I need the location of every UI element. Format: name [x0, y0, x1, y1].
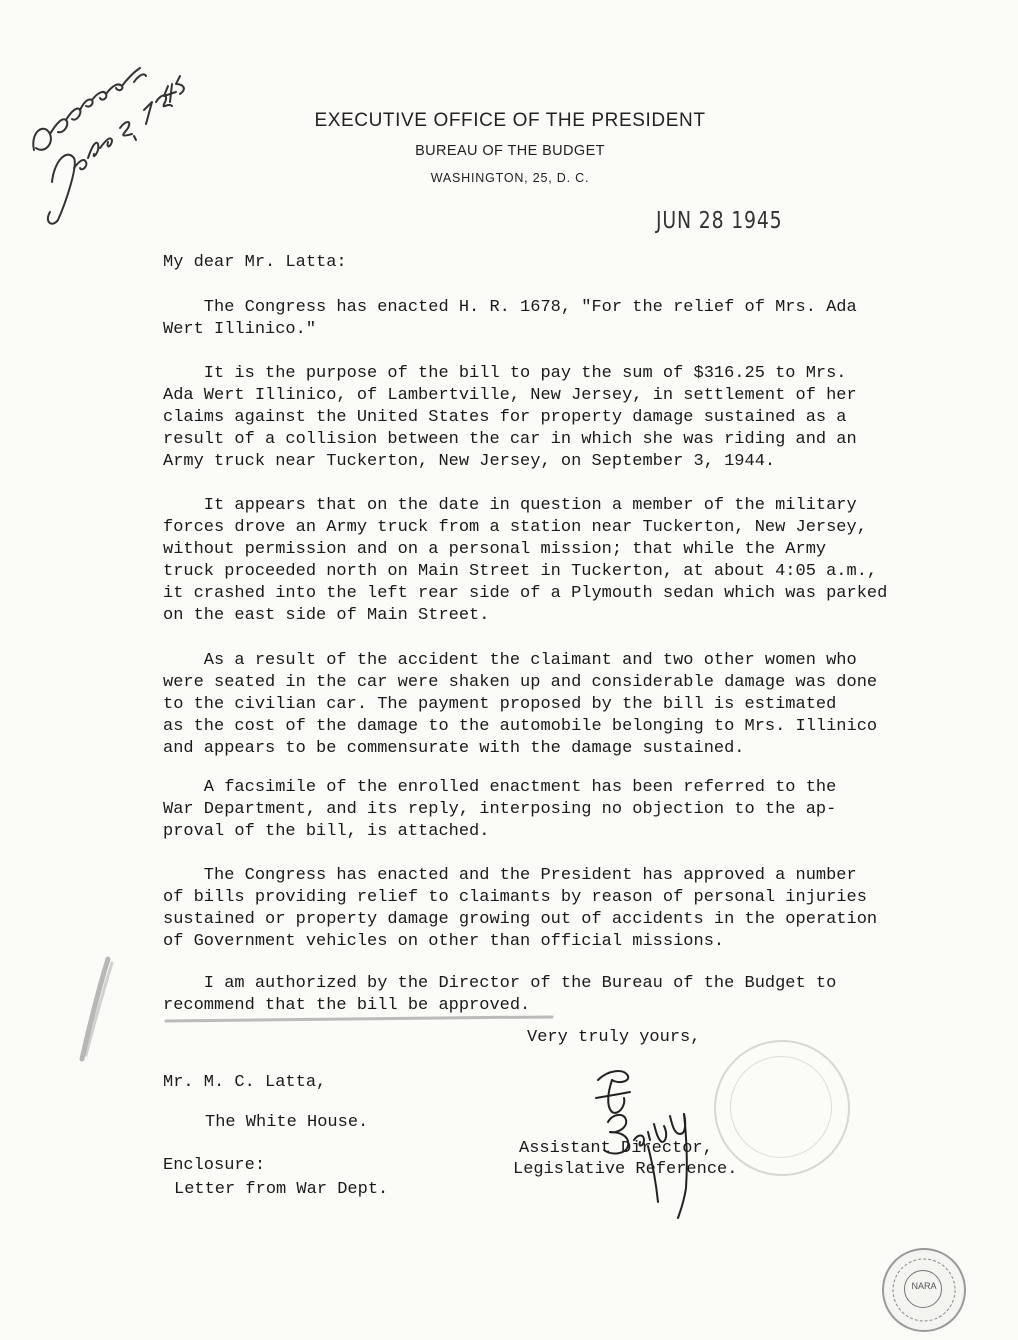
paragraph-line: Army truck near Tuckerton, New Jersey, on September 3, 1944.: [163, 452, 776, 471]
paragraph-line: recommend that the bill be approved.: [163, 996, 531, 1015]
paragraph-line: it crashed into the left rear side of a Plymouth sedan which was parked: [163, 584, 888, 603]
paragraph-line: War Department, and its reply, interposing no objection to the ap-: [163, 800, 837, 819]
paragraph-line: The Congress has enacted H. R. 1678, "For the relief of Mrs. Ada: [163, 298, 857, 317]
paragraph-line: A facsimile of the enrolled enactment has been referred to the: [163, 778, 837, 797]
paragraph-line: truck proceeded north on Main Street in Tuckerton, at about 4:05 a.m.,: [163, 562, 878, 581]
paragraph-line: forces drove an Army truck from a station near Tuckerton, New Jersey,: [163, 518, 867, 537]
paragraph-2: [163, 363, 933, 473]
paragraph-line: As a result of the accident the claimant and two other women who: [163, 651, 857, 670]
paragraph-line: I am authorized by the Director of the Bureau of the Budget to: [163, 974, 837, 993]
paragraph-line: proval of the bill, is attached.: [163, 822, 490, 841]
paragraph-line: were seated in the car were shaken up and considerable damage was done: [163, 673, 878, 692]
date-stamp: JUN 28 1945: [656, 208, 783, 234]
stamp-label: NARA: [911, 1281, 937, 1291]
paragraph-line: without permission and on a personal mission; that while the Army: [163, 540, 827, 559]
enclosure-item: Letter from War Dept.: [174, 1180, 389, 1199]
paragraph-1: [163, 297, 933, 341]
letterhead-bureau: BUREAU OF THE BUDGET: [415, 143, 605, 159]
paragraph-line: It is the purpose of the bill to pay the sum of $316.25 to Mrs.: [163, 364, 847, 383]
paragraph-line: of bills providing relief to claimants by reason of personal injuries: [163, 888, 867, 907]
addressee-name: Mr. M. C. Latta,: [163, 1073, 327, 1092]
paragraph-5: [163, 777, 933, 843]
paragraph-7: [163, 973, 933, 1017]
letterhead-office: EXECUTIVE OFFICE OF THE PRESIDENT: [314, 110, 706, 131]
enclosure-label: Enclosure:: [163, 1156, 266, 1175]
pencil-line-drawing: [162, 1013, 557, 1025]
handwritten-approval-note: [22, 62, 192, 232]
paragraph-line: to the civilian car. The payment proposed by the bill is estimated: [163, 695, 837, 714]
paragraph-line: Wert Illinico.": [163, 320, 317, 339]
letterhead-address: WASHINGTON, 25, D. C.: [430, 171, 590, 185]
salutation: My dear Mr. Latta:: [163, 253, 347, 272]
paragraph-line: of Government vehicles on other than official missions.: [163, 932, 725, 951]
paragraph-line: on the east side of Main Street.: [163, 606, 490, 625]
paragraph-line: Ada Wert Illinico, of Lambertville, New Jersey, in settlement of her: [163, 386, 857, 405]
pencil-underline: [162, 1012, 557, 1024]
paragraph-line: claims against the United States for property damage sustained as a: [163, 408, 847, 427]
signer-title: Assistant Director,: [519, 1139, 713, 1158]
handwriting-drawing: [22, 62, 192, 232]
pencil-margin-mark: [70, 955, 130, 1065]
paragraph-6: [163, 865, 933, 953]
paragraph-3: [163, 495, 933, 627]
paragraph-line: sustained or property damage growing out of accidents in the operation: [163, 910, 878, 929]
paragraph-4: [163, 650, 933, 760]
signature-drawing: [568, 1062, 758, 1222]
paragraph-line: and appears to be commensurate with the damage sustained.: [163, 739, 745, 758]
closing: Very truly yours,: [527, 1028, 701, 1047]
addressee-place: The White House.: [205, 1113, 369, 1132]
pencil-mark-drawing: [70, 955, 130, 1065]
handwritten-signature: [568, 1062, 758, 1222]
paragraph-line: result of a collision between the car in which she was riding and an: [163, 430, 857, 449]
library-stamp: [882, 1248, 966, 1332]
paragraph-line: The Congress has enacted and the President has approved a number: [163, 866, 857, 885]
paragraph-line: as the cost of the damage to the automobile belonging to Mrs. Illinico: [163, 717, 878, 736]
paragraph-line: It appears that on the date in question a member of the military: [163, 496, 857, 515]
signer-office: Legislative Reference.: [513, 1160, 738, 1179]
